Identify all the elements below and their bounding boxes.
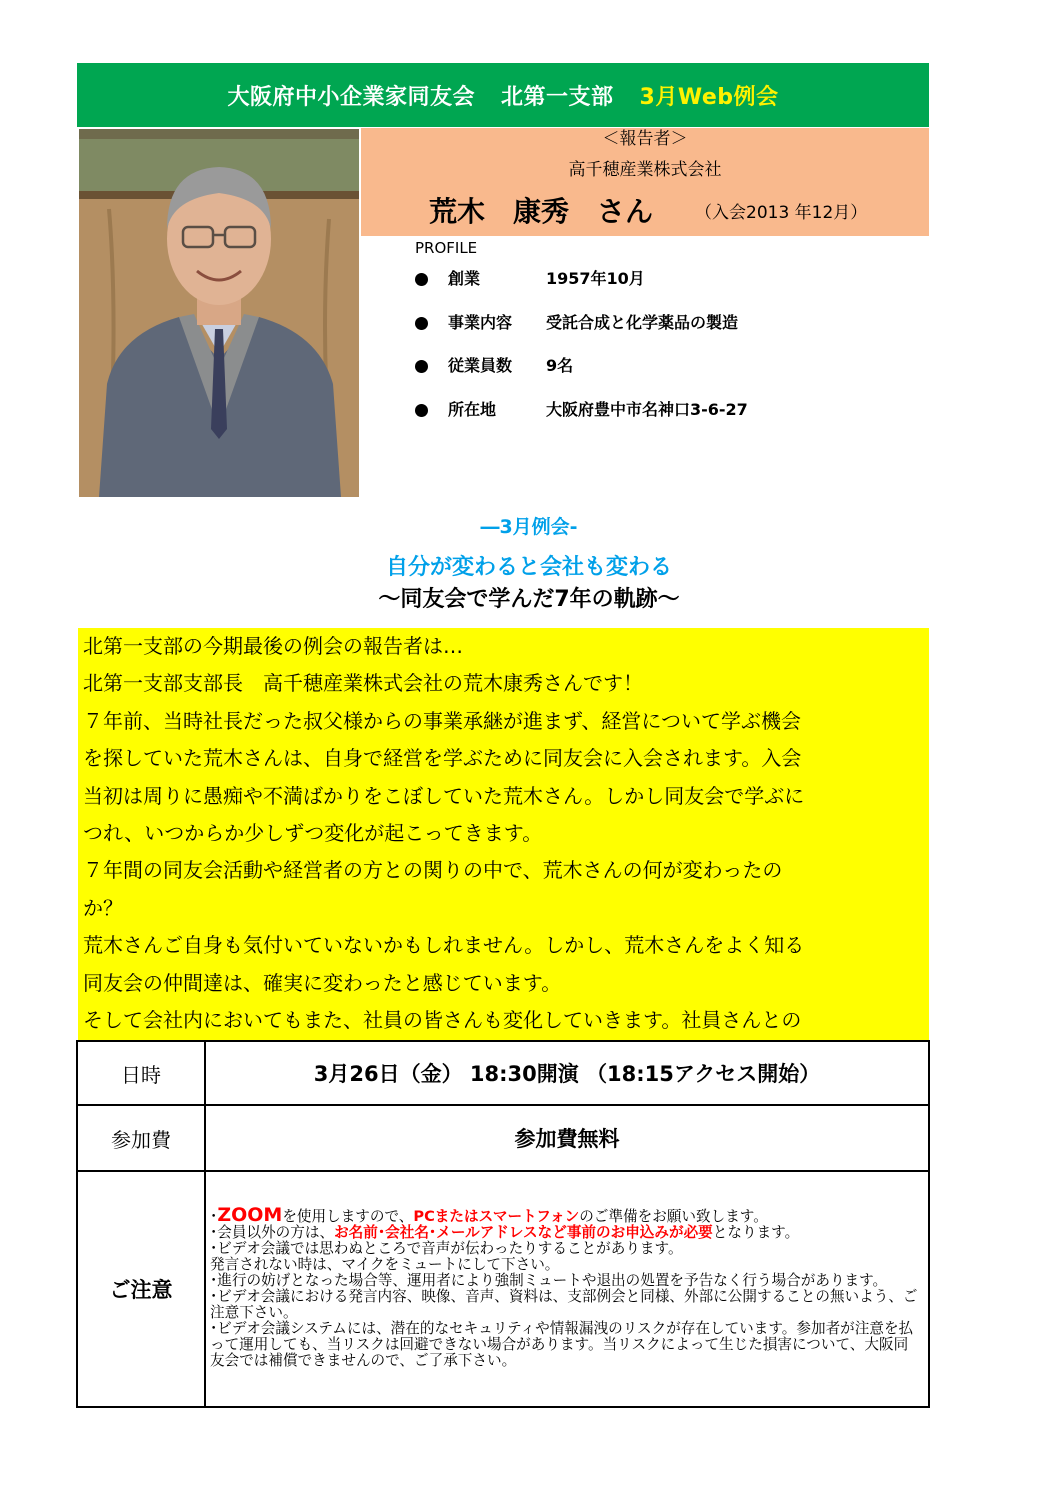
reporter-role-label: ＜報告者＞: [602, 129, 688, 149]
note-zoom-brand: ZOOM: [217, 1203, 283, 1226]
bullet-icon: [415, 317, 428, 330]
reporter-company: 高千穂産業株式会社: [568, 160, 722, 180]
description-line: ７年間の同友会活動や経営者の方との関りの中で、荒木さんの何が変わったの: [83, 858, 783, 883]
datetime-label: 日時: [77, 1041, 205, 1105]
event-header-banner: [77, 63, 929, 127]
profile-key: 所在地: [448, 400, 497, 419]
reporter-box: [361, 128, 929, 236]
note-security-risk: ･ビデオ会議システムには、潜在的なセキュリティや情報漏洩のリスクが存在しています。参加者が注意を払って運用しても、当リスクは回避できない場合があります。当リスクによって生じた損害について、大阪同友会では補償できませんので、ご了承下さい。: [210, 1320, 914, 1370]
description-line: を探していた荒木さんは、自身で経営を学ぶために同友会に入会されます。入会: [83, 746, 802, 771]
header-branch: 北第一支部: [501, 84, 614, 110]
event-subtitle: ～同友会で学んだ7年の軌跡～: [378, 587, 680, 612]
note-audio: ･ビデオ会議では思わぬところで音声が伝わったりすることがあります。: [210, 1239, 683, 1257]
note-registration: ･会員以外の方は、お名前･会社名･メールアドレスなど事前のお申込みが必要となります。: [210, 1223, 800, 1241]
event-label: ―3月例会-: [480, 516, 578, 538]
reporter-joined-date: （入会2013 年12月）: [695, 203, 868, 223]
header-org: 大阪府中小企業家同友会: [227, 84, 476, 110]
fee-value: 参加費無料: [205, 1105, 929, 1171]
portrait-illustration: [79, 129, 359, 497]
description-line: 当初は周りに愚痴や不満ばかりをこぼしていた荒木さん。しかし同友会で学ぶに: [83, 783, 805, 808]
note-forced-mute: ･進行の妨げとなった場合等、運用者により強制ミュートや退出の処置を予告なく行う場合があります。: [210, 1271, 888, 1289]
event-description: [78, 628, 929, 1040]
description-line: 北第一支部の今期最後の例会の報告者は…: [83, 634, 463, 658]
profile-key: 創業: [448, 269, 481, 288]
reporter-name: 荒木 康秀 さん: [429, 195, 654, 228]
profile-value: 受託合成と化学薬品の製造: [546, 313, 739, 332]
event-title: 自分が変わると会社も変わる: [385, 555, 672, 580]
description-line: 同友会の仲間達は、確実に変わったと感じています。: [83, 970, 562, 995]
note-confidentiality: ･ビデオ会議における発言内容、映像、音声、資料は、支部例会と同様、外部に公開することの無いよう、ご注意下さい。: [210, 1288, 918, 1322]
description-line: そして会社内においてもまた、社員の皆さんも変化していきます。社員さんとの: [83, 1008, 802, 1033]
notes-content: [205, 1171, 929, 1407]
description-line: ７年前、当時社長だった叔父様からの事業承継が進まず、経営について学ぶ機会: [83, 708, 801, 733]
description-line: 荒木さんご自身も気付いていないかもしれません。しかし、荒木さんをよく知る: [83, 933, 805, 958]
table-row-fee: [77, 1105, 929, 1171]
header-event: 3月Web例会: [639, 84, 779, 110]
note-device-highlight: PCまたはスマートフォン: [413, 1207, 580, 1225]
table-row-datetime: [77, 1041, 929, 1105]
profile-value: 9名: [546, 356, 574, 375]
profile-key: 事業内容: [448, 313, 513, 332]
description-line: か？: [83, 895, 123, 920]
profile-value: 1957年10月: [546, 269, 645, 288]
description-line: つれ、いつからか少しずつ変化が起こってきます。: [83, 821, 543, 846]
datetime-value: 3月26日（金） 18:30開演 （18:15アクセス開始）: [205, 1041, 929, 1105]
note-registration-highlight: お名前･会社名･メールアドレスなど事前のお申込みが必要: [334, 1223, 713, 1241]
profile-value: 大阪府豊中市名神口3-6-27: [546, 400, 748, 419]
bullet-icon: [415, 360, 428, 373]
reporter-photo: [79, 129, 359, 497]
event-info-table: [76, 1040, 930, 1408]
profile-key: 従業員数: [448, 356, 513, 375]
profile-label: PROFILE: [415, 239, 478, 257]
bullet-icon: [415, 273, 428, 286]
note-zoom: ･ZOOMを使用しますので、PCまたはスマートフォンのご準備をお願い致します。: [210, 1203, 768, 1226]
notes-label: ご注意: [77, 1171, 205, 1407]
description-line: 北第一支部支部長 高千穂産業株式会社の荒木康秀さんです！: [83, 671, 643, 696]
note-mute: 発言されない時は、マイクをミュートにして下さい。: [210, 1255, 560, 1273]
bullet-icon: [415, 404, 428, 417]
fee-label: 参加費: [77, 1105, 205, 1171]
table-row-notes: [77, 1171, 929, 1407]
